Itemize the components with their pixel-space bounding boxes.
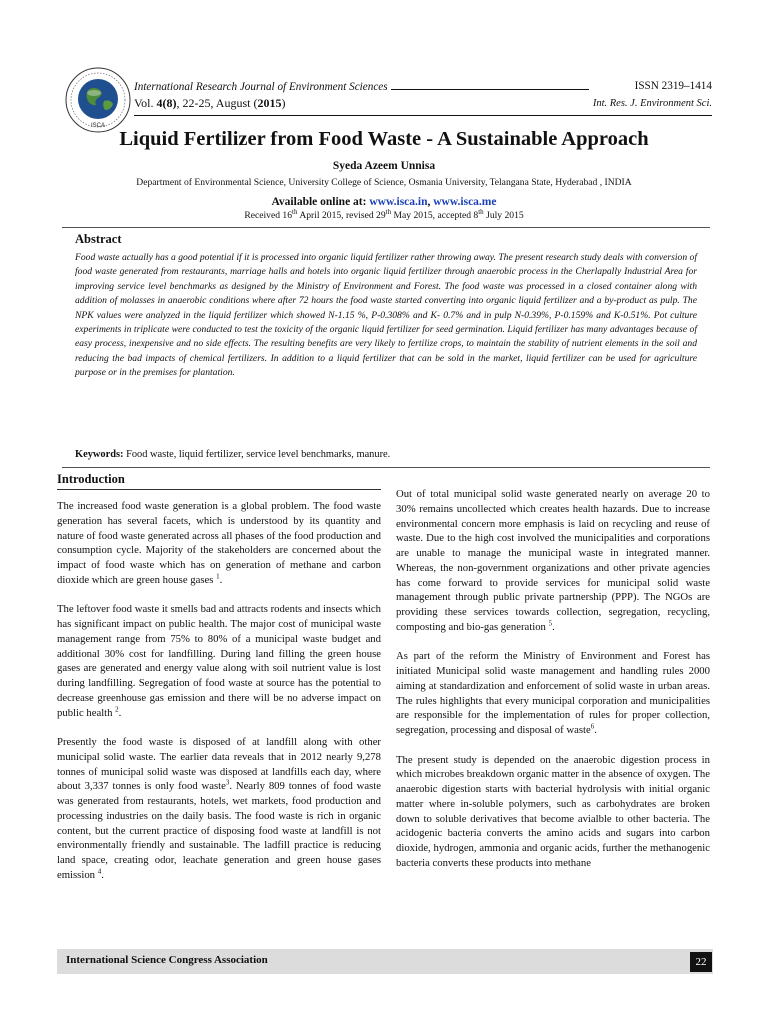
logo-label: ISCA <box>90 123 106 129</box>
abstract-text: Food waste actually has a good potential if it is processed into organic liquid fertilizer rather throwing away. The present research study deals with conversion of food waste generated from restaurants, marriage halls and hotels into organic liquid fertilizer through anaerobic process in the Cherlapally Industrial Area for improving service level benchmarks as designed by the Ministry of Environment and Forest. The food waste was processed in a closed container along with addition of molasses in anaerobic conditions where after 72 hours the food waste started converting into organic liquid fertilizer and a by-product as pulp. The NPK values were analyzed in the liquid fertilizer which showed N-1.15 %, P-0.308% and K- 0.7% and in pulp N-0.39%, P-0.159% and K-0.51%. Pot culture experiments in triplicate were conducted to test the toxicity of the organic liquid fertilizer for seed germination. Liquid fertilizer has many advantages because of easy process, inexpensive and no side effects. The resulting benefits are very likely to fertilize crops, to maintain the stability of nutrient elements in the soil and reducing the bad impacts of chemical fertilizers. In addition to a liquid fertilizer that can be sold in the market, liquid fertilizer can be used for agriculture purpose or in the premises for plantation. <box>75 252 697 379</box>
link-isca-in[interactable]: www.isca.in <box>369 196 428 208</box>
footer-association: International Science Congress Association <box>66 954 268 966</box>
journal-header <box>134 80 712 93</box>
author-affiliation: Department of Environmental Science, University College of Science, Osmania University, Telangana State, Hyderabad , INDIA <box>136 177 632 188</box>
citation: 5 <box>548 619 553 628</box>
introduction-rule <box>57 489 381 490</box>
paragraph: The increased food waste generation is a global problem. The food waste generation has several facets, which is understood by its quantity and nature of food waste generated across all phases of the food production and consumption cycle. Majority of the stakeholders are concerned about the impact of food waste which has on generation of methane and carbon dioxide which are green house gases $^1$. <box>57 500 381 586</box>
right-column <box>396 487 710 885</box>
paragraph: The leftover food waste it smells bad and attracts rodents and insects which has significant impact on public health. The major cost of municipal waste management range from 75% to 80% of a municipal waste budget and additional 30% cost for landfilling. During land filling the green house gases are generated and energy value along with soil nutrient value is lost during landfilling. Segregation of food waste at source has the potential to decrease greenhouse gas emission and there will be no adverse impact on public health $^2$. <box>57 603 381 719</box>
page-number: 22 <box>690 952 712 972</box>
paragraph: Presently the food waste is disposed of at landfill along with other municipal solid waste. The earlier data reveals that in 2012 nearly 9,278 tonnes of municipal solid waste was disposed at landfills each day, where about 3,337 tonnes is only food waste$^3$. Nearly 809 tonnes of food waste was generated from restaurants, hotels, wet markets, food production and processing industries on the daily basis. The food waste is rich in organic content, but the current practice of disposing food waste at landfill is not environmentally friendly and sustainable. The ladfill practice is reducing land space, creating odor, leachate generation and green house gases emission $^4$. <box>57 736 382 881</box>
volume-year: 2015 <box>257 96 282 110</box>
keywords-list: Food waste, liquid fertilizer, service level benchmarks, manure. <box>123 449 391 460</box>
volume-number: 4(8) <box>156 96 177 110</box>
header-divider <box>134 115 712 116</box>
abstract-bottom-rule <box>62 467 710 468</box>
paragraph: As part of the reform the Ministry of Environment and Forest has initiated Municipal solid waste management and handling rules 2000 aiming at standardization and enforcement of solid waste in urban areas. The rules highlights that every municipal corporation and municipalities are responsible for the implementation of rules for proper collection, segregation, processing and disposal of waste$^6$. <box>396 650 710 736</box>
isca-logo-icon <box>64 66 132 134</box>
paragraph: Out of total municipal solid waste generated nearly on average 20 to 30% remains uncollected which creates health hazards. Due to increase environmental concern more emphasis is laid on recycling and reuse of waste. Due to the high cost involved the municipalities and corporations are unable to manage the municipal waste in integrated manner. Whereas, the non-government organizations and other private agencies has come forward to provide services for municipal solid waste management through public private partnership (PPP). The NGOs are providing these services towards collection, segregation, recycling, composting and bio-gas generation $^5$. <box>396 488 710 633</box>
citation: 6 <box>590 722 595 731</box>
author-name: Syeda Azeem Unnisa <box>332 160 436 172</box>
keywords <box>75 449 697 460</box>
citation: 2 <box>115 704 119 713</box>
issn: ISSN 2319–1414 <box>634 80 712 92</box>
link-isca-me[interactable]: www.isca.me <box>433 196 497 208</box>
volume-line: Vol. 4(8), 22-25, August (2015) Int. Res. J. Environment Sci. <box>134 96 712 110</box>
left-column <box>57 499 381 897</box>
available-online: Available online at: www.isca.in, www.isca.me <box>271 196 497 208</box>
paragraph: The present study is depended on the anaerobic digestion process in which microbes breakdown organic matter in the absence of oxygen. The anaerobic digestion starts with bacterial hydrolysis with initial organic matter where in-soluble polymers, such as carbohydrates are broken down to soluble derivatives that become avialble to other bacteria. The acidogenic bacteria converts the amino acids and sugars into carbon dioxide, hydrogen, ammonia and organic acids, further the methanogenic bacteria converts these products into methane <box>396 753 710 869</box>
abstract-heading: Abstract <box>75 232 122 246</box>
article-title: Liquid Fertilizer from Food Waste - A Sustainable Approach <box>119 128 649 150</box>
journal-name: International Research Journal of Environment Sciences <box>134 81 388 93</box>
citation: 1 <box>216 572 220 581</box>
header-fill-rule <box>391 80 589 90</box>
received-dates: Received 16th April 2015, revised 29th May 2015, accepted 8th July 2015 <box>244 207 524 221</box>
abstract-top-rule <box>62 227 710 228</box>
citation: 4 <box>97 867 102 876</box>
introduction-heading: Introduction <box>57 472 125 486</box>
citation: 3 <box>225 778 230 787</box>
keywords-label: Keywords: <box>75 449 124 460</box>
journal-abbreviation: Int. Res. J. Environment Sci. <box>592 98 712 109</box>
